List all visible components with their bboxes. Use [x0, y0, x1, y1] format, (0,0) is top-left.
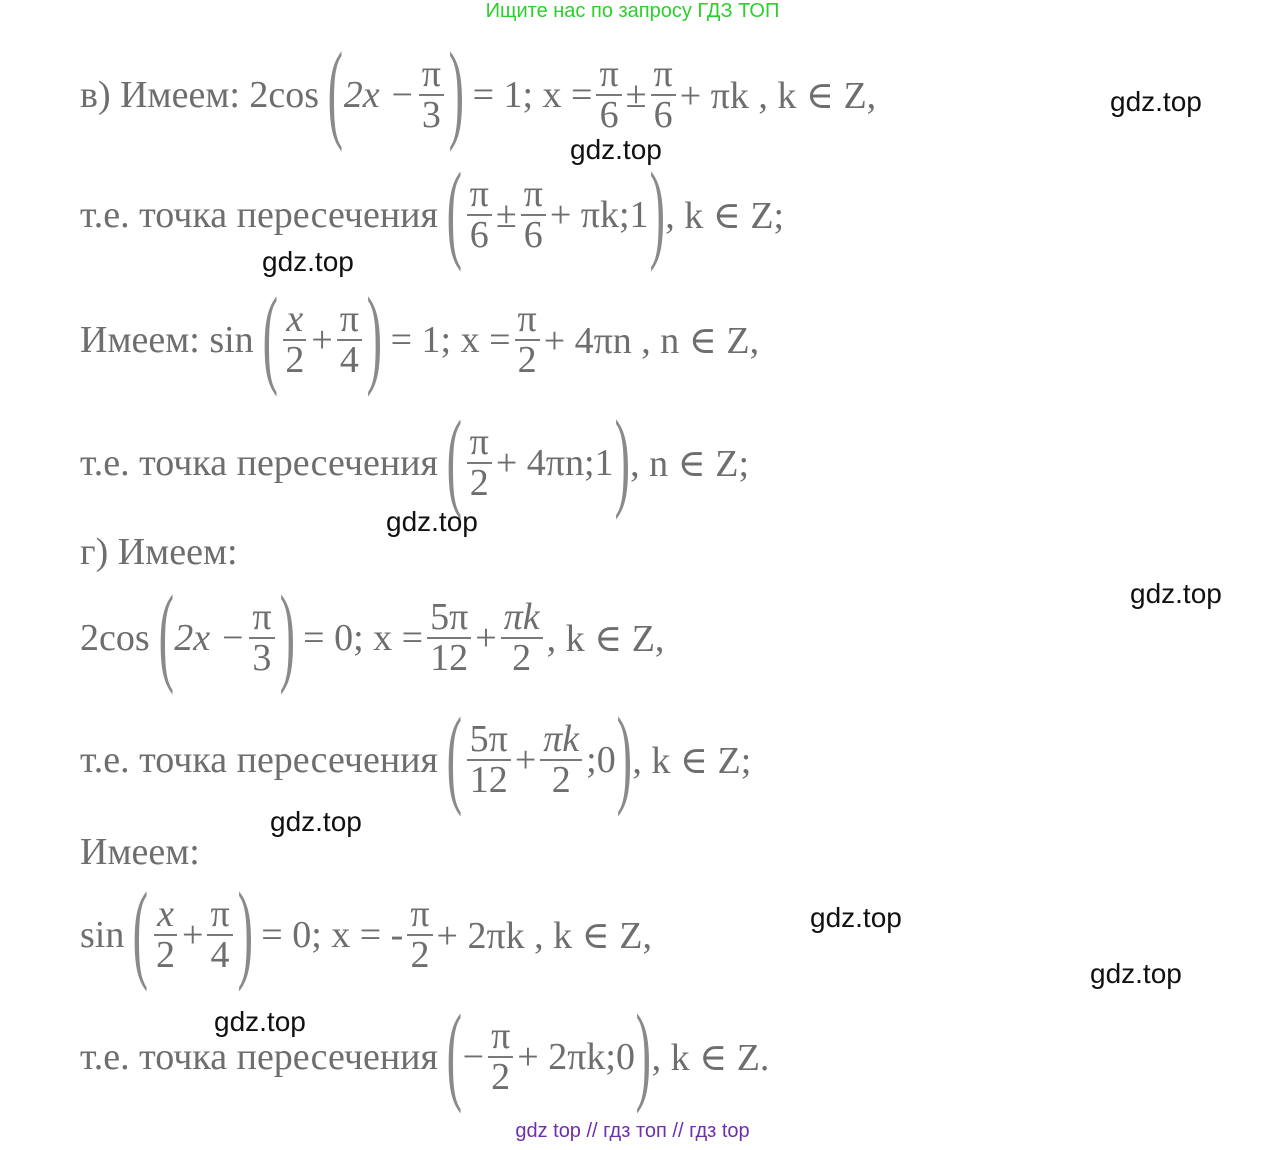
watermark: gdz.top [1130, 578, 1222, 609]
fraction: $\frac{\pi}{6}$ [596, 55, 621, 135]
eq-mid: = 1; x = [472, 74, 593, 116]
equation-line-g4 [80, 992, 770, 1114]
eq-after: , k ∈ Z. [651, 1036, 770, 1079]
heading-text: г) Имеем: [80, 531, 238, 573]
eq-arg: 2x − [343, 74, 415, 116]
eq-tail-inner: + 2πk;0 [517, 1036, 635, 1078]
fraction: $\frac{\pi}{6}$ [521, 175, 546, 255]
eq-mid: = 0; x = - [261, 914, 404, 956]
fraction: $\frac{\pi}{4}$ [207, 895, 232, 975]
right-paren: ) [448, 30, 464, 152]
eq-tail: , k ∈ Z, [546, 617, 665, 660]
right-paren: ) [279, 573, 295, 695]
plus-sign: + [475, 617, 497, 659]
fraction: $\frac{\pi k}{2}$ [540, 720, 582, 800]
eq-tail-inner: ;0 [586, 739, 616, 781]
fraction: $\frac{5\pi}{12}$ [427, 598, 471, 678]
equation-line-g1 [80, 573, 665, 695]
eq-prefix: 2cos [80, 617, 150, 659]
minus-sign: − [462, 1036, 485, 1078]
watermark: gdz.top [270, 806, 362, 837]
equation-line-v2 [80, 150, 785, 272]
right-paren: ) [237, 870, 253, 992]
left-paren: ( [327, 30, 344, 152]
equation-line-g3 [80, 870, 652, 992]
equation-line-v4 [80, 398, 750, 520]
fraction: $\frac{\pi}{3}$ [249, 598, 274, 678]
point-prefix: т.е. точка пересечения [80, 442, 438, 484]
plus-sign: + [311, 319, 333, 361]
point-prefix: т.е. точка пересечения [80, 739, 438, 781]
fraction: $\frac{\pi}{3}$ [419, 55, 444, 135]
eq-tail-inner: + πk;1 [549, 194, 649, 236]
eq-prefix: sin [80, 914, 125, 956]
watermark: gdz.top [262, 246, 354, 277]
watermark: gdz.top [214, 1006, 306, 1037]
eq-prefix: в) Имеем: 2cos [80, 74, 320, 116]
left-paren: ( [446, 695, 463, 817]
fraction: $\frac{\pi}{2}$ [515, 300, 540, 380]
fraction: $\frac{\pi}{4}$ [337, 300, 362, 380]
right-paren: ) [635, 992, 651, 1114]
eq-mid: = 1; x = [390, 319, 511, 361]
heading-text: Имеем: [80, 831, 200, 873]
watermark: gdz.top [1090, 958, 1182, 989]
right-paren: ) [366, 275, 382, 397]
eq-tail: + πk , k ∈ Z, [679, 74, 877, 117]
fraction: $\frac{5\pi}{12}$ [467, 720, 511, 800]
pm-sign: ± [625, 74, 647, 116]
fraction: $\frac{x}{2}$ [285, 298, 305, 381]
fraction: $\frac{\pi}{6}$ [467, 175, 492, 255]
eq-arg: 2x − [174, 617, 246, 659]
fraction: $\frac{\pi}{6}$ [651, 55, 676, 135]
fraction: $\frac{x}{2}$ [156, 893, 175, 976]
right-paren: ) [649, 150, 665, 272]
eq-tail: + 2πk , k ∈ Z, [436, 914, 652, 957]
eq-tail-inner: + 4πn;1 [495, 442, 614, 484]
fraction: $\frac{\pi k}{2}$ [501, 598, 543, 678]
plus-sign: + [182, 914, 204, 956]
eq-mid: = 0; x = [303, 617, 424, 659]
plus-sign: + [514, 739, 537, 781]
eq-prefix: Имеем: sin [80, 319, 254, 361]
left-paren: ( [446, 150, 463, 272]
search-banner[interactable]: Ищите нас по запросу ГДЗ ТОП [485, 0, 780, 22]
left-paren: ( [158, 573, 174, 695]
equation-line-v3 [80, 275, 760, 397]
point-prefix: т.е. точка пересечения [80, 194, 438, 236]
watermark: gdz.top [810, 902, 902, 933]
eq-after: , n ∈ Z; [630, 442, 750, 485]
eq-after: , k ∈ Z; [665, 194, 785, 237]
fraction: $\frac{\pi}{2}$ [467, 423, 492, 503]
left-paren: ( [262, 275, 278, 397]
watermark: gdz.top [570, 134, 662, 165]
right-paren: ) [616, 695, 632, 817]
eq-tail: + 4πn , n ∈ Z, [543, 319, 760, 362]
right-paren: ) [614, 398, 630, 520]
left-paren: ( [446, 398, 463, 520]
equation-line-g2 [80, 695, 752, 817]
footer-links[interactable]: gdz top // гдз топ // гдз top [515, 1120, 750, 1142]
watermark: gdz.top [386, 506, 478, 537]
eq-after: , k ∈ Z; [632, 739, 752, 782]
left-paren: ( [132, 870, 149, 992]
fraction: $\frac{\pi}{2}$ [488, 1017, 513, 1097]
point-prefix: т.е. точка пересечения [80, 1036, 438, 1078]
watermark: gdz.top [1110, 86, 1202, 117]
equation-line-v1 [80, 30, 877, 152]
fraction: $\frac{\pi}{2}$ [407, 895, 432, 975]
pm-sign: ± [495, 194, 517, 236]
left-paren: ( [446, 992, 463, 1114]
